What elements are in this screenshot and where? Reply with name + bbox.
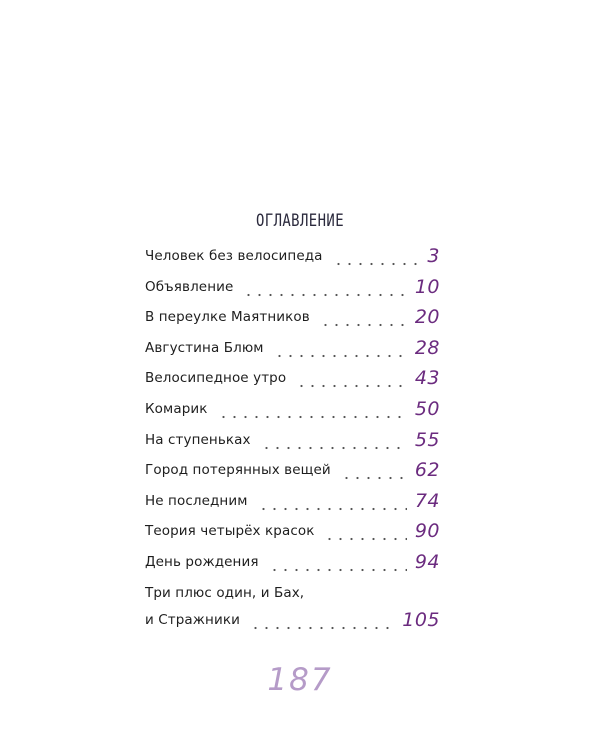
toc-entry-page-number: 28 bbox=[414, 336, 440, 359]
toc-entry[interactable] bbox=[145, 521, 440, 552]
dot-leader bbox=[341, 460, 407, 480]
toc-entry-title: Человек без велосипеда bbox=[145, 248, 323, 264]
dot-leader bbox=[261, 430, 407, 450]
toc-entry-page-number: 55 bbox=[414, 428, 440, 451]
toc-entry[interactable] bbox=[145, 552, 440, 583]
toc-entry[interactable] bbox=[145, 399, 440, 430]
toc-entry[interactable] bbox=[145, 491, 440, 522]
toc-entry-title: Объявление bbox=[145, 278, 234, 295]
toc-heading: ОГЛАВЛЕНИЕ bbox=[255, 211, 345, 231]
toc-entry-page-number: 94 bbox=[414, 550, 440, 573]
toc-entry-page-number: 20 bbox=[414, 306, 440, 329]
dot-leader bbox=[269, 552, 407, 572]
toc-entry-title: Город потерянных вещей bbox=[145, 462, 331, 479]
toc-entry-title: Не последним bbox=[145, 492, 248, 509]
toc-entry-title: День рождения bbox=[145, 553, 259, 570]
dot-leader bbox=[324, 521, 406, 541]
toc-entry-title: Теория четырёх красок bbox=[145, 523, 315, 540]
dot-leader bbox=[243, 277, 406, 297]
toc-entry-title: Велосипедное утро bbox=[145, 370, 287, 387]
toc-entry-page-number: 62 bbox=[414, 459, 440, 482]
toc-entry[interactable] bbox=[145, 277, 440, 308]
toc-entry-page-number: 3 bbox=[427, 245, 440, 267]
dot-leader bbox=[218, 399, 407, 419]
dot-leader bbox=[333, 246, 420, 266]
toc-entry-title-line-2: и Стражники bbox=[145, 611, 240, 628]
dot-leader bbox=[258, 491, 407, 511]
toc-entry-list bbox=[145, 246, 440, 641]
toc-entry[interactable] bbox=[145, 307, 440, 338]
dot-leader bbox=[274, 338, 407, 358]
toc-entry-title-line-1: Три плюс один, и Бах, bbox=[145, 584, 305, 601]
toc-entry-page-number: 43 bbox=[414, 367, 440, 390]
toc-entry[interactable] bbox=[145, 246, 440, 277]
toc-entry-title: В переулке Маятников bbox=[145, 309, 310, 326]
toc-entry-title: На ступеньках bbox=[145, 431, 251, 448]
toc-entry[interactable] bbox=[145, 338, 440, 369]
toc-entry-title: Августина Блюм bbox=[145, 339, 264, 356]
toc-entry-page-number: 50 bbox=[414, 397, 440, 420]
toc-entry-page-number: 90 bbox=[414, 520, 440, 543]
toc-entry[interactable] bbox=[145, 583, 440, 641]
dot-leader bbox=[296, 368, 407, 388]
toc-entry-page-number: 10 bbox=[414, 275, 440, 298]
dot-leader bbox=[320, 307, 407, 327]
toc-entry[interactable] bbox=[145, 460, 440, 491]
toc-entry-page-number: 74 bbox=[414, 489, 440, 512]
toc-entry[interactable] bbox=[145, 368, 440, 399]
dot-leader bbox=[250, 610, 394, 630]
toc-entry[interactable] bbox=[145, 430, 440, 461]
toc-entry-title: Комарик bbox=[145, 400, 208, 417]
toc-entry-page-number: 105 bbox=[402, 608, 440, 631]
folio-page-number: 187 bbox=[267, 662, 333, 698]
